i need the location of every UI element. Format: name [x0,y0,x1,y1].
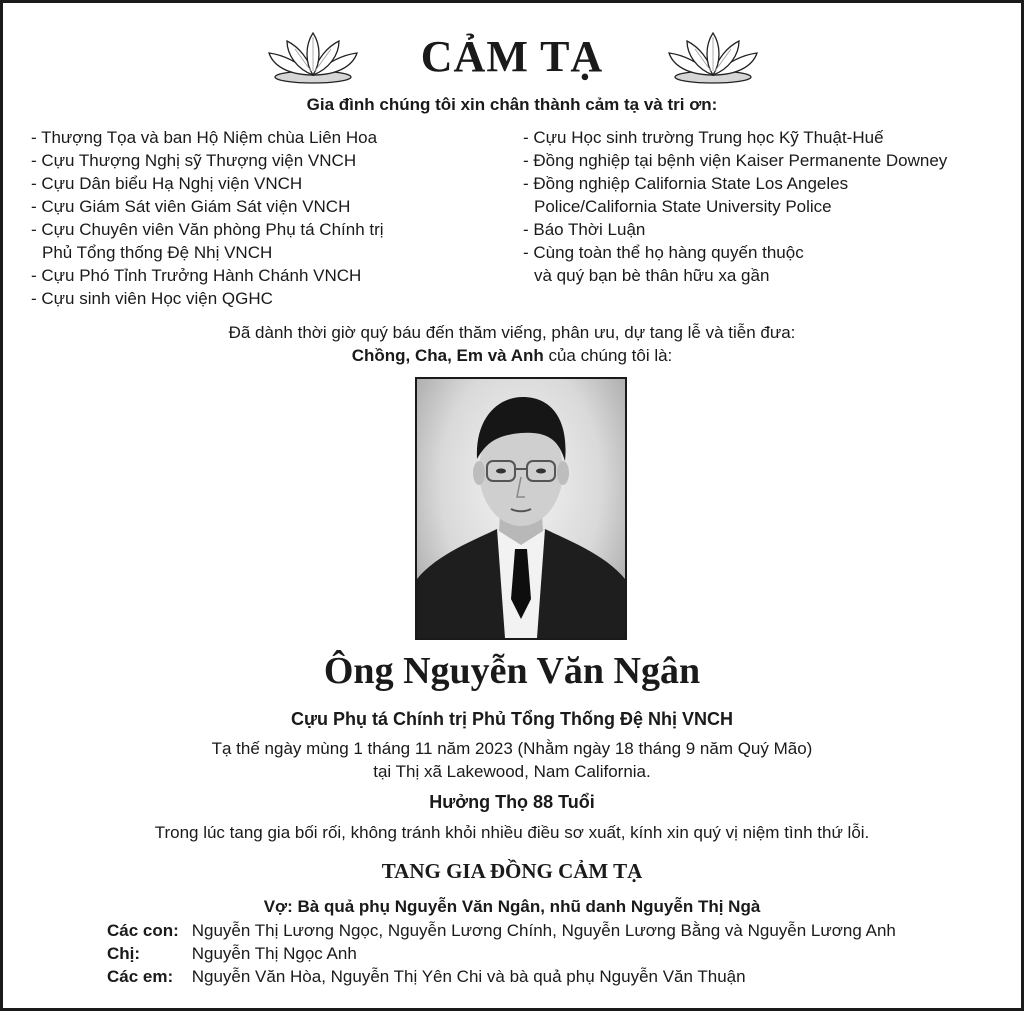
sister-row [107,944,357,964]
thanks-list-left [31,126,501,310]
deceased-name: Ông Nguyễn Văn Ngân [323,650,701,692]
deceased-age: Hưởng Thọ 88 Tuổi [429,792,595,812]
thanks-list-right [523,126,1003,287]
list-item: - Cựu Học sinh trường Trung học Kỹ Thuật-Huế [523,128,884,147]
list-item: - Cựu sinh viên Học viện QGHC [31,289,273,308]
list-item: - Cùng toàn thể họ hàng quyến thuộc [523,243,804,262]
thanks-recipient-line [3,346,1021,366]
relation-suffix: của chúng tôi là: [543,346,673,365]
portrait-image [417,379,625,638]
relation-label: Chồng, Cha, Em và Anh [351,346,544,365]
list-item: - Cựu Chuyên viên Văn phòng Phụ tá Chính trị [31,220,384,239]
list-item: - Báo Thời Luận [523,220,646,239]
list-item-continuation: và quý bạn bè thân hữu xa gần [534,266,770,285]
list-item: - Cựu Giám Sát viên Giám Sát viện VNCH [31,197,351,216]
sister-label: Chị: [107,944,141,963]
deceased-position: Cựu Phụ tá Chính trị Phủ Tổng Thống Đệ Nhị VNCH [291,709,733,729]
intro-text: Gia đình chúng tôi xin chân thành cảm tạ và tri ơn: [306,95,718,114]
sister-name: Nguyễn Thị Ngọc Anh [191,944,357,963]
list-item-continuation: Phủ Tổng thống Đệ Nhị VNCH [42,243,273,262]
death-place: tại Thị xã Lakewood, Nam California. [373,762,651,781]
children-row [107,921,896,941]
signature-title: TANG GIA ĐỒNG CẢM TẠ [381,859,643,883]
children-label: Các con: [107,921,179,940]
list-item: - Cựu Phó Tỉnh Trưởng Hành Chánh VNCH [31,266,362,285]
lotus-icon [667,29,759,85]
list-item-continuation: Police/California State University Police [534,197,832,216]
children-names: Nguyễn Thị Lương Ngọc, Nguyễn Lương Chính, Nguyễn Lương Bằng và Nguyễn Lương Anh [191,921,896,940]
siblings-label: Các em: [107,967,174,986]
thanks-statement: Đã dành thời giờ quý báu đến thăm viếng, phân ưu, dự tang lễ và tiễn đưa: [228,323,796,342]
death-date: Tạ thế ngày mùng 1 tháng 11 năm 2023 (Nhằm ngày 18 tháng 9 năm Quý Mão) [211,739,813,758]
siblings-row [107,967,746,987]
list-item: - Thượng Tọa và ban Hộ Niệm chùa Liên Hoa [31,128,378,147]
apology-text: Trong lúc tang gia bối rối, không tránh khỏi nhiều điều sơ xuất, kính xin quý vị niệm tình thứ lỗi. [154,823,870,842]
list-item: - Đồng nghiệp tại bệnh viện Kaiser Permanente Downey [523,151,948,170]
list-item: - Cựu Dân biểu Hạ Nghị viện VNCH [31,174,303,193]
portrait-photo [415,377,627,640]
list-item: - Đồng nghiệp California State Los Angeles [523,174,849,193]
list-item: - Cựu Thượng Nghị sỹ Thượng viện VNCH [31,151,357,170]
page-title: CẢM TẠ [420,32,604,81]
wife-line: Vợ: Bà quả phụ Nguyễn Văn Ngân, nhũ danh Nguyễn Thị Ngà [263,897,761,916]
siblings-names: Nguyễn Văn Hòa, Nguyễn Thị Yên Chi và bà quả phụ Nguyễn Văn Thuận [191,967,746,986]
